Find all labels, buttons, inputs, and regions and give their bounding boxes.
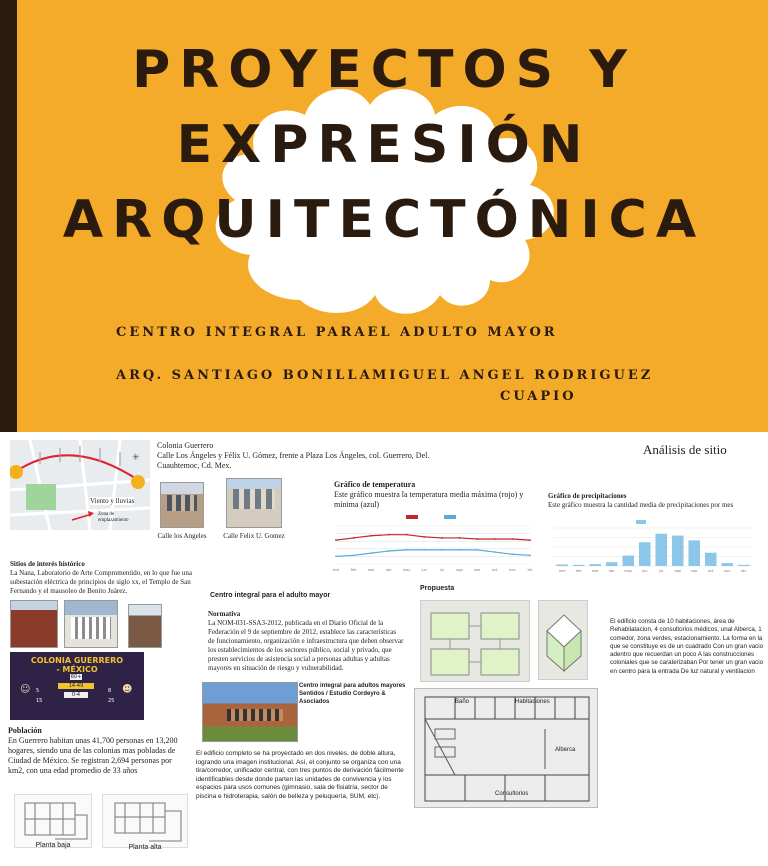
cover-author-1: ARQ. SANTIAGO BONILLA bbox=[116, 368, 373, 383]
temp-point bbox=[370, 535, 372, 537]
age-value-5: 5 bbox=[36, 688, 40, 694]
population-card-title-1: COLONIA GUERRERO bbox=[30, 656, 124, 665]
age-60: 60+ bbox=[70, 674, 82, 680]
population-card-title-2: - MÉXICO bbox=[56, 665, 98, 674]
precip-legend-swatch bbox=[636, 520, 646, 524]
population-block bbox=[8, 726, 178, 776]
cover-author-2-line-2: CUAPIO bbox=[500, 389, 577, 404]
caption-planta-alta: Planta alta bbox=[128, 844, 162, 851]
floor-plan-ground-drawing bbox=[15, 795, 93, 849]
precip-x-tick: may bbox=[624, 569, 633, 573]
location-address: Calle Los Ángeles y Félix U. Gómez, frente a Plaza Los Ángeles, col. Guerrero, Del. Cuauhtemoc, Cd. Mex. bbox=[157, 451, 430, 470]
age-value-25: 25 bbox=[108, 698, 115, 704]
site-analysis-heading: Análisis de sitio bbox=[643, 442, 727, 457]
precipitation-info bbox=[548, 492, 758, 510]
temp-x-tick: ago bbox=[456, 568, 463, 572]
precip-x-tick: ene bbox=[558, 569, 566, 573]
norm-title: Normativa bbox=[208, 610, 241, 618]
precip-bar bbox=[589, 564, 601, 566]
floor-plan-ground bbox=[14, 794, 92, 848]
temp-point bbox=[423, 536, 425, 538]
precip-bar bbox=[639, 542, 651, 566]
population-title: Población bbox=[8, 726, 42, 735]
historic-title: Sitios de interés histórico bbox=[10, 560, 85, 568]
photo-reference-center bbox=[202, 682, 298, 742]
precip-bar bbox=[622, 556, 634, 566]
floor-plan-upper bbox=[102, 794, 188, 848]
age-value-8: 8 bbox=[108, 688, 112, 694]
proposal-sketch-2-drawing bbox=[539, 601, 589, 681]
historic-text: La Nana, Laboratorio de Arte Compromentido, en lo que fue una subestación eléctrica de principios de siglo xx, el Templo de San Fernando y el mausoleo de Benito Juárez. bbox=[10, 569, 192, 595]
precip-bar bbox=[738, 565, 750, 566]
temp-point bbox=[353, 537, 355, 539]
age-14-49: 14-49 bbox=[58, 683, 94, 689]
precip-x-tick: abr bbox=[608, 569, 615, 573]
temp-legend-swatch-0 bbox=[406, 515, 418, 519]
temp-x-tick: ene bbox=[332, 568, 340, 572]
temp-point bbox=[511, 553, 513, 555]
caption-calle-felix-gomez: Calle Felix U. Gomez bbox=[223, 532, 285, 540]
location-title: Colonia Guerrero bbox=[157, 441, 214, 450]
temp-point bbox=[406, 534, 408, 536]
temp-point bbox=[335, 556, 337, 558]
temperature-chart bbox=[330, 512, 536, 572]
temp-x-tick: sep bbox=[473, 568, 481, 572]
precipitation-desc: Este gráfico muestra la cantidad media de precipitaciones por mes bbox=[548, 501, 734, 509]
precip-bar bbox=[721, 563, 733, 566]
temperature-info bbox=[334, 480, 534, 510]
center-description: El edificio completo se ha proyectado en dos niveles, de doble altura, logrando una imagen institucional. Así, el conjunto se organiza con una tira/corredor, unificador central, con tres puntos de derivación fácilmente identificables desde donde parten las unidades de convivencia y los espacios para usos comunes (gimnasio, sala de fisiatría, sector de piscina e hidroterapia, salón de belleza y peluquería, SUM, etc). bbox=[196, 750, 404, 800]
temp-x-tick: may bbox=[402, 568, 411, 572]
historic-block bbox=[10, 560, 196, 596]
temperature-title: Gráfico de temperatura bbox=[334, 480, 416, 489]
precipitation-chart bbox=[546, 518, 758, 574]
proposal-title: Propuesta bbox=[420, 585, 455, 592]
temp-point bbox=[335, 539, 337, 541]
cover-title-line-3: ARQUITECTÓNICA bbox=[62, 190, 706, 250]
precip-x-tick: oct bbox=[708, 569, 714, 573]
cover-author-2: MIGUEL ANGEL RODRIGUEZ bbox=[372, 368, 654, 383]
cover-subtitle: CENTRO INTEGRAL PARAEL ADULTO MAYOR bbox=[116, 325, 558, 340]
site-map bbox=[10, 440, 150, 530]
precip-x-tick: mar bbox=[591, 569, 599, 573]
temp-series-line-1 bbox=[336, 550, 530, 557]
temp-x-tick: dic bbox=[527, 568, 533, 572]
precip-x-tick: jun bbox=[642, 569, 648, 573]
temp-point bbox=[406, 549, 408, 551]
population-pyramid bbox=[58, 674, 94, 716]
temp-x-tick: oct bbox=[492, 568, 498, 572]
temp-point bbox=[529, 554, 531, 556]
floor-plan-upper-drawing bbox=[103, 795, 189, 849]
temp-x-tick: feb bbox=[350, 568, 357, 572]
age-value-15: 15 bbox=[36, 698, 43, 704]
precip-x-tick: dic bbox=[741, 569, 747, 573]
senior-figure-icon: ☺ bbox=[20, 684, 31, 695]
temp-point bbox=[370, 552, 372, 554]
temp-series-line-0 bbox=[336, 535, 530, 540]
photo-calle-los-angeles bbox=[160, 482, 204, 528]
precip-x-tick: jul bbox=[659, 569, 664, 573]
temp-x-tick: nov bbox=[509, 568, 516, 572]
caption-planta-baja: Planta baja bbox=[35, 842, 71, 849]
photo-templo-san-fernando bbox=[64, 600, 118, 648]
temp-x-tick: mar bbox=[367, 568, 375, 572]
temp-point bbox=[441, 537, 443, 539]
population-text: En Guerrero habitan unas 41,700 personas en 13,200 hogares, siendo una de las colonias mas pobladas de Ciudad de México. Se registran 2,694 personas por km2, con una edad promedio de 33 años bbox=[8, 736, 178, 775]
temperature-desc: Este gráfico muestra la temperatura media máxima (rojo) y mínima (azul) bbox=[334, 490, 524, 509]
photo-calle-felix-gomez bbox=[226, 478, 282, 528]
temp-point bbox=[529, 539, 531, 541]
temp-legend-swatch-1 bbox=[444, 515, 456, 519]
cover-title-line-1: PROYECTOS Y bbox=[132, 40, 636, 100]
cover-slide bbox=[0, 0, 768, 432]
cover-title-line-2: EXPRESIÓN bbox=[176, 115, 592, 175]
proposal-text: El edificio consta de 10 habitaciones, área de Rehabilatacion, 4 consultorios médicos, unal Alberca, 1 comedor, zona verdes, estacionamiento. La forma en la que se constituye es de un cuadrado Con un gran vacio adentro que recuerdan un poco A las construcciones coloniales que se caraterizaban Por tener un gran vacio en centro para la entrada De luz natural y ventilacion bbox=[610, 618, 764, 675]
temp-point bbox=[476, 549, 478, 551]
temp-point bbox=[353, 554, 355, 556]
precip-bar bbox=[672, 536, 684, 566]
precip-x-tick: feb bbox=[575, 569, 582, 573]
precip-x-tick: sep bbox=[691, 569, 698, 573]
population-card bbox=[10, 652, 144, 720]
sketch-label-consultorios: Consultorios bbox=[495, 791, 529, 797]
location-block bbox=[157, 441, 447, 471]
precip-bar bbox=[688, 540, 700, 566]
zone-label: Zona de emplazamiento bbox=[98, 512, 129, 523]
sketch-label-bano: Baño bbox=[455, 699, 470, 705]
caption-calle-los-angeles: Calle los Angeles bbox=[157, 532, 207, 540]
temp-point bbox=[388, 534, 390, 536]
precip-x-tick: nov bbox=[724, 569, 731, 573]
temp-point bbox=[441, 549, 443, 551]
temp-x-tick: jun bbox=[421, 568, 427, 572]
temp-point bbox=[423, 549, 425, 551]
photo-la-nana bbox=[10, 600, 58, 648]
svg-text:✳: ✳ bbox=[132, 452, 140, 462]
young-figure-icon: ☻ bbox=[122, 684, 133, 695]
proposal-sketch-1-drawing bbox=[421, 601, 531, 683]
temp-point bbox=[494, 551, 496, 553]
temp-x-tick: jul bbox=[439, 568, 444, 572]
temp-x-tick: abr bbox=[386, 568, 392, 572]
norm-text: La NOM-031-SSA3-2012, publicada en el Diario Oficial de la Federación el 9 de septiembre de 2012, establece las características de funcionamiento, organización e infraestructura que deben observar los establecimientos de los sectores público, social y privado, que presten servicios de asistencia social a personas adultas y adultas mayores en situación de riesgo y vulnerabilidad. bbox=[208, 619, 404, 672]
wind-label: Viento y lluvias bbox=[90, 497, 135, 505]
precip-bar bbox=[573, 565, 585, 566]
age-0-4: 0-4 bbox=[64, 692, 88, 698]
reference-caption: Centro integral para adultos mayores Sentidos / Estudio Cordeyro & Asociados bbox=[299, 683, 406, 705]
precip-bar bbox=[606, 562, 618, 566]
norm-block bbox=[208, 610, 404, 673]
precip-bar bbox=[655, 534, 667, 566]
center-title: Centro integral para el adulto mayor bbox=[210, 592, 331, 599]
sketch-label-habitaciones: Habitaciones bbox=[515, 699, 550, 705]
sketch-label-alberca: Alberca bbox=[555, 747, 576, 753]
proposal-floor-sketch bbox=[414, 688, 598, 808]
precip-bar bbox=[556, 564, 568, 566]
site-analysis-slide bbox=[0, 432, 768, 866]
temp-point bbox=[511, 538, 513, 540]
precip-x-tick: ago bbox=[674, 569, 682, 573]
temp-point bbox=[494, 538, 496, 540]
temp-point bbox=[459, 537, 461, 539]
precip-bar bbox=[705, 553, 717, 566]
temp-point bbox=[459, 549, 461, 551]
population-card-title bbox=[10, 656, 144, 674]
precipitation-title: Gráfico de precipitaciones bbox=[548, 492, 627, 500]
photo-mausoleo-benito-juarez bbox=[128, 604, 162, 648]
temp-point bbox=[388, 550, 390, 552]
proposal-sketch-2 bbox=[538, 600, 588, 680]
proposal-sketch-1 bbox=[420, 600, 530, 682]
temp-point bbox=[476, 538, 478, 540]
